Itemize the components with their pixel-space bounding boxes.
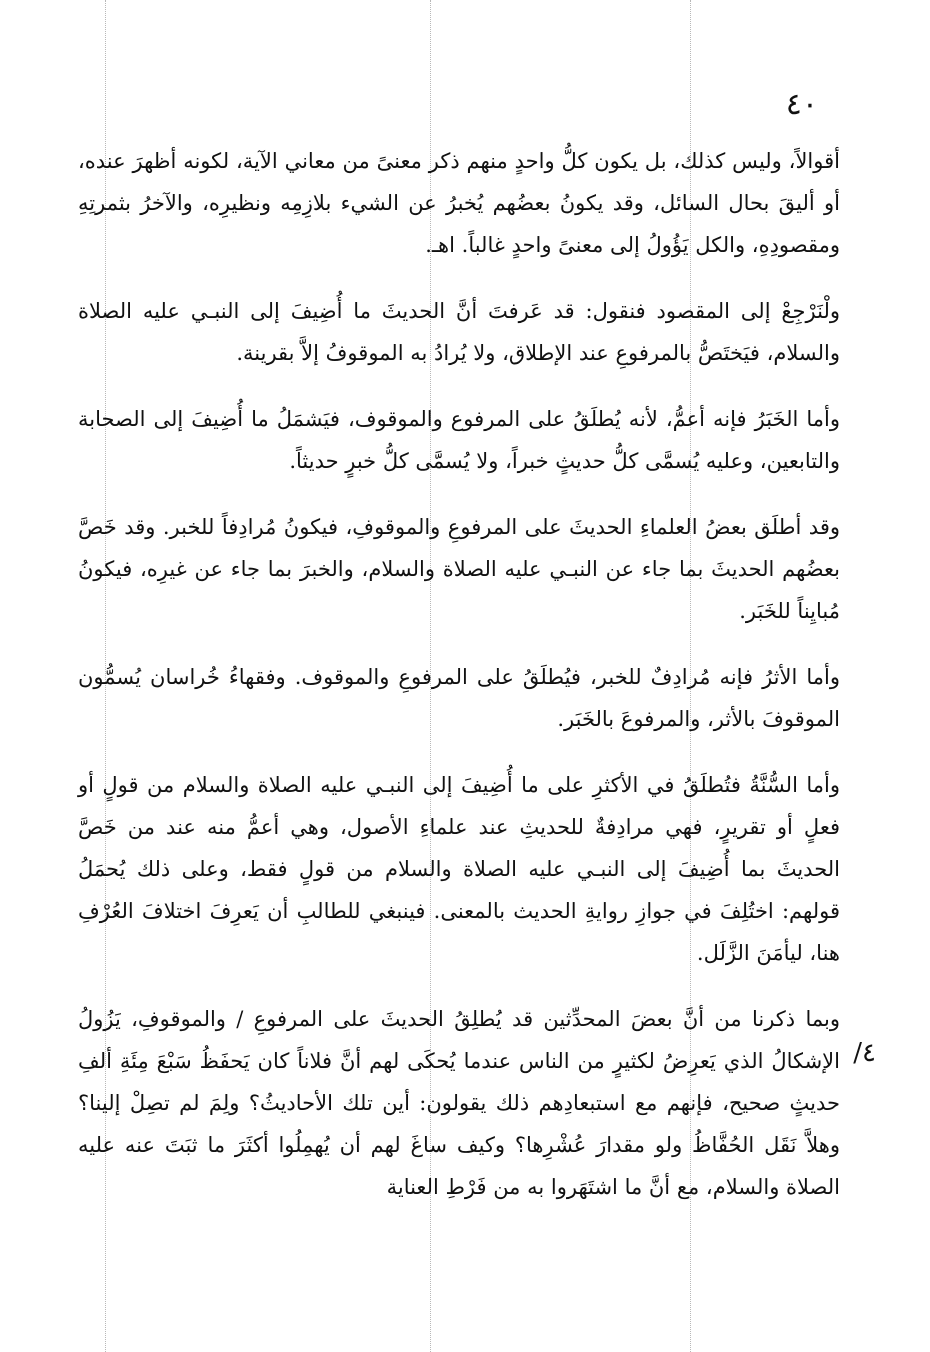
paragraph: ولْنَرْجِعْ إلى المقصود فنقول: قد عَرفتَ أنَّ الحديثَ ما أُضِيفَ إلى النبـي عليه الصلاة والسلام، فيَختَصُّ بالمرفوعِ عند الإطلاق، ولا يُرادُ به الموقوفُ إلاَّ بقرينة. — [78, 299, 840, 365]
body-text — [78, 140, 840, 1232]
paragraph: وأما الخَبَرُ فإنه أعمُّ، لأنه يُطلَقُ على المرفوع والموقوف، فيَشمَلُ ما أُضِيفَ إلى الصحابة والتابعين، وعليه يُسمَّى كلُّ حديثٍ خبراً، ولا يُسمَّى كلُّ خبرٍ حديثاً. — [78, 407, 840, 473]
page-number: ٤٠ — [785, 87, 818, 122]
paragraph: وبما ذكرنا من أنَّ بعضَ المحدِّثين قد يُطلِقُ الحديثَ على المرفوعِ / والموقوفِ، يَزُولُ الإشكالُ الذي يَعرِضُ لكثيرٍ من الناس عندما يُحكَى لهم أنَّ فلاناً كان يَحفَظُ سَبْعَ مِئَةِ ألفِ حديثٍ صحيح، فإنهم مع استبعادِهم ذلك يقولون: أين تلك الأحاديثُ؟ ولِمَ لم تصِلْ إلينا؟ وهلاَّ نَقَل الحُفَّاظُ ولو مقدارَ عُشْرِها؟ وكيف ساغَ لهم أن يُهمِلُوا أكثَرَ ما ثبَتَ عنه عليه الصلاة والسلام، مع أنَّ ما اشتَهَروا به من فَرْطِ العناية — [78, 1007, 840, 1199]
paragraph: أقوالاً، وليس كذلك، بل يكون كلُّ واحدٍ منهم ذكر معنىً من معاني الآية، لكونه أظهرَ عنده، أو أليقَ بحال السائل، وقد يكونُ بعضُهم يُخبرُ عن الشيء بلازِمِه ونظيرِه، والآخرُ بثمرتِهِ ومقصودِهِ، والكل يَؤُولُ إلى معنىً واحدٍ غالباً. اهـ. — [78, 149, 840, 257]
paragraph: وأما الأثرُ فإنه مُرادِفٌ للخبر، فيُطلَقُ على المرفوعِ والموقوف. وفقهاءُ خُراسان يُسمُّون الموقوفَ بالأثر، والمرفوعَ بالخَبَر. — [78, 665, 840, 731]
paragraph: وقد أطلَق بعضُ العلماءِ الحديثَ على المرفوعِ والموقوفِ، فيكونُ مُرادِفاً للخبر. وقد خَصَّ بعضُهم الحديثَ بما جاء عن النبـي عليه الصلاة والسلام، والخبرَ بما جاء عن غيرِه، فيكونُ مُبايِناً للخَبَر. — [78, 515, 840, 623]
paragraph: وأما السُّنَّةُ فتُطلَقُ في الأكثرِ على ما أُضِيفَ إلى النبـي عليه الصلاة والسلام من قولٍ أو فعلٍ أو تقريرٍ، فهي مرادِفةٌ للحديثِ عند علماءِ الأصول، وهي أعمُّ منه عند من خَصَّ الحديثَ بما أُضِيفَ إلى النبـي عليه الصلاة والسلام من قولٍ فقط، وعلى ذلك يُحمَلُ قولهم: اختُلِفَ في جوازِ روايةِ الحديث بالمعنى. فينبغي للطالبِ أن يَعرِفَ اختلافَ العُرْفِ هنا، ليأمَنَ الزَّلَل. — [78, 773, 840, 965]
margin-page-marker: ٤/ — [853, 1038, 876, 1068]
